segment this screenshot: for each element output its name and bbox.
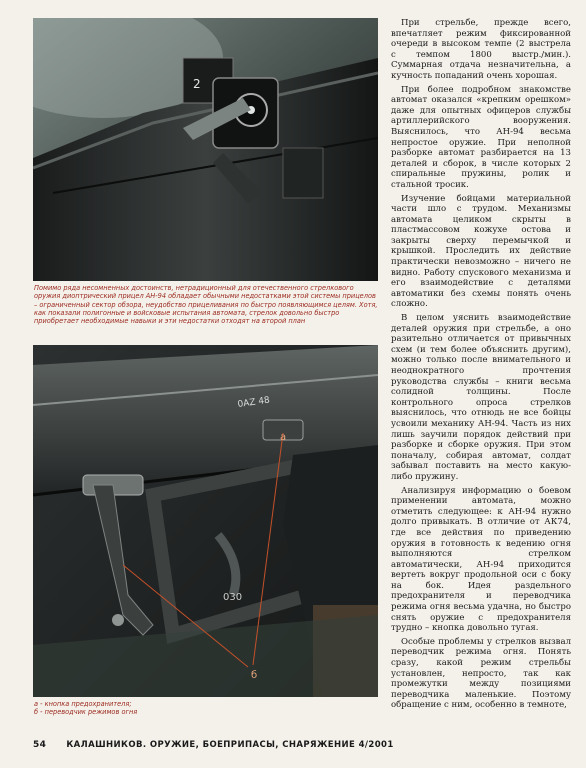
trigger-guard-number: 030 xyxy=(223,592,243,603)
pointer-label-a: а xyxy=(280,432,287,443)
article-column xyxy=(391,18,571,714)
caption-item-b: б - переводчик режимов огня xyxy=(34,708,138,717)
magazine-title: КАЛАШНИКОВ. ОРУЖИЕ, БОЕПРИПАСЫ, СНАРЯЖЕНИЕ 4/2001 xyxy=(66,740,394,750)
trigger-illustration xyxy=(33,345,378,697)
page-number: 54 xyxy=(33,740,47,750)
sight-number-label: 2 xyxy=(193,77,201,91)
article-paragraph: При более подробном знакомстве автомат оказался «крепким орешком» даже для опытных офицеров службы артиллерийского вооружения. Выяснилось, что АН-94 весьма непростое оружие. При неполной разборке автомат разбирается на 13 деталей и сборок, в числе которых 2 спиральные пружины, ролик и стальной тросик. xyxy=(391,84,571,190)
photo-trigger-group xyxy=(33,345,378,697)
caption-item-a: а - кнопка предохранителя; xyxy=(34,700,132,708)
caption-bottom xyxy=(34,700,234,717)
article-paragraph: Анализируя информацию о боевом применении автомата, можно отметить следующее: к АН-94 нужно долго привыкать. В отличие от АК74, где все действия по приведению оружия в готовность к ведению огня выполняются стрелком автоматически, АН-94 приходится вертеть вокруг продольной оси с боку на бок. Идея раздельного предохранителя и переводчика режима огня весьма удачна, но быстро снять оружие с предохранителя трудно – кнопка довольно тугая. xyxy=(391,485,571,634)
pointer-label-b: б xyxy=(251,670,258,681)
photo-diopter-sight xyxy=(33,18,378,281)
article-paragraph: При стрельбе, прежде всего, впечатляет режим фиксированной очереди в высоком темпе (2 выстрела с темпом 1800 выстр./мин.). Суммарная отдача незначительна, а кучность попаданий очень хорошая. xyxy=(391,18,571,81)
receiver-marking: 0AZ 48 xyxy=(237,395,271,410)
article-paragraph: Особые проблемы у стрелков вызвал переводчик режима огня. Понять сразу, какой режим стрельбы установлен, непросто, так как промежутки между позициями переводчика маленькие. Поэтому обращение с ним, особенно в темноте, xyxy=(391,636,571,711)
page-footer xyxy=(33,740,553,750)
caption-top: Помимо ряда несомненных достоинств, нетрадиционный для отечественного стрелкового оружия диоптрический прицел АН-94 обладает обычными недостатками этой системы прицелов – ограниченный сектор обзора, неудобство прицеливания по быстро появляющимся целям. Хотя, как показали полигонные и войсковые испытания автомата, стрелок довольно быстро приобретает необходимые навыки и эти недостатки отходят на второй план xyxy=(34,284,378,326)
sight-illustration xyxy=(33,18,378,281)
article-paragraph: В целом уяснить взаимодействие деталей оружия при стрельбе, а оно разительно отличается от привычных схем (и тем более объяснить другим), можно только после внимательного и неоднократного прочтения руководства службы – книги весьма солидной толщины. После контрольного опроса стрелков выяснилось, что отнюдь не все бойцы усвоили механику АН-94. Часть из них лишь заучили порядок действий при разборке и сборке оружия. При этом поначалу, собирая автомат, солдат забывал поставить на место какую-либо пружину. xyxy=(391,313,571,482)
article-paragraph: Изучение бойцами материальной части шло с трудом. Механизмы автомата целиком скрыты в пластмассовом кожухе остова и закрыты сверху перемычкой и крышкой. Проследить их действие практически невозможно – ничего не видно. Работу спускового механизма и его взаимодействие с деталями автоматики без схемы понять очень сложно. xyxy=(391,193,571,310)
